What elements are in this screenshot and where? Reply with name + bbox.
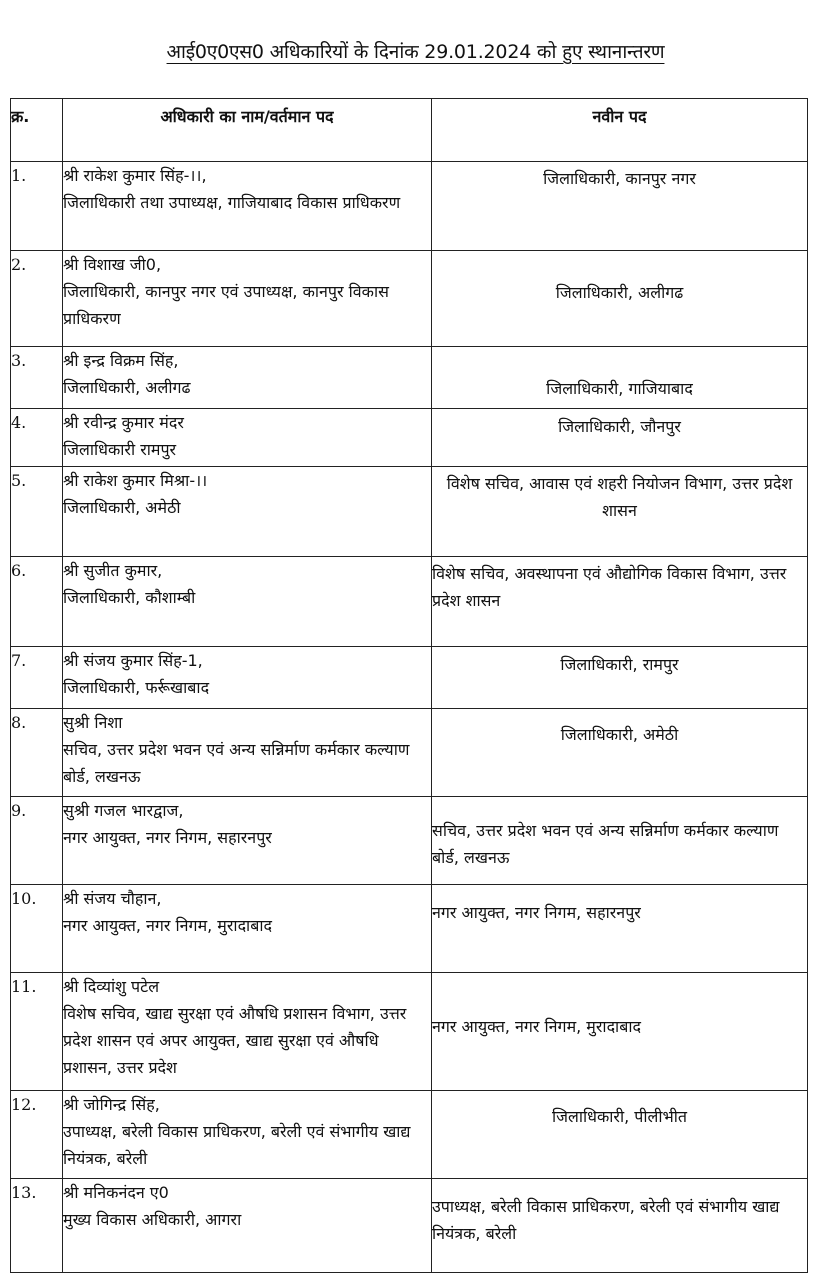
row-serial-number: 12. (11, 1091, 63, 1179)
current-post: जिलाधिकारी, फर्रूखाबाद (63, 678, 210, 697)
row-serial-number: 3. (11, 347, 63, 409)
new-post: विशेष सचिव, आवास एवं शहरी नियोजन विभाग, उत्तर प्रदेश शासन (432, 467, 808, 557)
current-post: जिलाधिकारी, अलीगढ (63, 378, 191, 397)
current-post: विशेष सचिव, खाद्य सुरक्षा एवं औषधि प्रशासन विभाग, उत्तर प्रदेश शासन एवं अपर आयुक्त, खाद्य सुरक्षा एवं औषधि प्रशासन, उत्तर प्रदेश (63, 1004, 407, 1077)
officer-name: सुश्री गजल भारद्वाज, (63, 801, 184, 820)
table-row (11, 251, 808, 347)
current-post: नगर आयुक्त, नगर निगम, मुरादाबाद (63, 916, 272, 935)
table-row (11, 409, 808, 467)
new-post: जिलाधिकारी, रामपुर (432, 647, 808, 709)
new-post: जिलाधिकारी, कानपुर नगर (432, 162, 808, 251)
officer-cell (63, 409, 432, 467)
new-post: जिलाधिकारी, जौनपुर (432, 409, 808, 467)
table-row (11, 347, 808, 409)
row-serial-number: 1. (11, 162, 63, 251)
row-serial-number: 9. (11, 797, 63, 885)
table-row (11, 162, 808, 251)
officer-cell (63, 557, 432, 647)
officer-name: श्री संजय चौहान, (63, 889, 162, 908)
officer-cell (63, 1091, 432, 1179)
table-row (11, 467, 808, 557)
current-post: जिलाधिकारी, अमेठी (63, 498, 181, 517)
transfers-table (10, 98, 808, 1273)
row-serial-number: 10. (11, 885, 63, 973)
officer-cell (63, 973, 432, 1091)
table-row (11, 885, 808, 973)
row-serial-number: 11. (11, 973, 63, 1091)
officer-cell (63, 885, 432, 973)
table-row (11, 557, 808, 647)
row-serial-number: 6. (11, 557, 63, 647)
current-post: उपाध्यक्ष, बरेली विकास प्राधिकरण, बरेली एवं संभागीय खाद्य नियंत्रक, बरेली (63, 1122, 411, 1168)
new-post: जिलाधिकारी, पीलीभीत (432, 1091, 808, 1179)
officer-cell (63, 347, 432, 409)
officer-name: श्री मनिकनंदन ए0 (63, 1183, 169, 1202)
officer-name: श्री राकेश कुमार मिश्रा-।। (63, 471, 208, 490)
current-post: जिलाधिकारी रामपुर (63, 440, 177, 459)
header-serial-number: क्र. (11, 99, 63, 162)
officer-name: श्री सुजीत कुमार, (63, 561, 163, 580)
table-row (11, 647, 808, 709)
officer-name: श्री रवीन्द्र कुमार मंदर (63, 413, 184, 432)
new-post: सचिव, उत्तर प्रदेश भवन एवं अन्य सन्निर्माण कर्मकार कल्याण बोर्ड, लखनऊ (432, 797, 808, 885)
current-post: जिलाधिकारी, कानपुर नगर एवं उपाध्यक्ष, कानपुर विकास प्राधिकरण (63, 282, 389, 328)
new-post: जिलाधिकारी, अमेठी (432, 709, 808, 797)
document-title: आई0ए0एस0 अधिकारियों के दिनांक 29.01.2024 को हुए स्थानान्तरण (166, 41, 665, 63)
officer-name: सुश्री निशा (63, 713, 123, 732)
new-post: उपाध्यक्ष, बरेली विकास प्राधिकरण, बरेली एवं संभागीय खाद्य नियंत्रक, बरेली (432, 1179, 808, 1273)
table-row (11, 709, 808, 797)
officer-name: श्री इन्द्र विक्रम सिंह, (63, 351, 179, 370)
new-post: नगर आयुक्त, नगर निगम, सहारनपुर (432, 885, 808, 973)
table-row (11, 1179, 808, 1273)
table-row (11, 973, 808, 1091)
new-post: नगर आयुक्त, नगर निगम, मुरादाबाद (432, 973, 808, 1091)
table-header-row (11, 99, 808, 162)
current-post: जिलाधिकारी तथा उपाध्यक्ष, गाजियाबाद विकास प्राधिकरण (63, 193, 401, 212)
officer-name: श्री जोगिन्द्र सिंह, (63, 1095, 160, 1114)
table-row (11, 797, 808, 885)
row-serial-number: 5. (11, 467, 63, 557)
current-post: सचिव, उत्तर प्रदेश भवन एवं अन्य सन्निर्माण कर्मकार कल्याण बोर्ड, लखनऊ (63, 740, 410, 786)
header-officer-name: अधिकारी का नाम/वर्तमान पद (63, 99, 432, 162)
officer-cell (63, 797, 432, 885)
new-post: जिलाधिकारी, गाजियाबाद (432, 347, 808, 409)
officer-name: श्री राकेश कुमार सिंह-।।, (63, 166, 207, 185)
table-row (11, 1091, 808, 1179)
row-serial-number: 8. (11, 709, 63, 797)
new-post: जिलाधिकारी, अलीगढ (432, 251, 808, 347)
row-serial-number: 7. (11, 647, 63, 709)
row-serial-number: 2. (11, 251, 63, 347)
row-serial-number: 13. (11, 1179, 63, 1273)
officer-cell (63, 647, 432, 709)
officer-name: श्री विशाख जी0, (63, 255, 162, 274)
current-post: मुख्य विकास अधिकारी, आगरा (63, 1210, 242, 1229)
new-post: विशेष सचिव, अवस्थापना एवं औद्योगिक विकास विभाग, उत्तर प्रदेश शासन (432, 557, 808, 647)
row-serial-number: 4. (11, 409, 63, 467)
officer-name: श्री संजय कुमार सिंह-1, (63, 651, 203, 670)
officer-cell (63, 251, 432, 347)
current-post: नगर आयुक्त, नगर निगम, सहारनपुर (63, 828, 272, 847)
officer-name: श्री दिव्यांशु पटेल (63, 977, 160, 996)
officer-cell (63, 709, 432, 797)
officer-cell (63, 1179, 432, 1273)
officer-cell (63, 467, 432, 557)
officer-cell (63, 162, 432, 251)
current-post: जिलाधिकारी, कौशाम्बी (63, 588, 196, 607)
header-new-post: नवीन पद (432, 99, 808, 162)
